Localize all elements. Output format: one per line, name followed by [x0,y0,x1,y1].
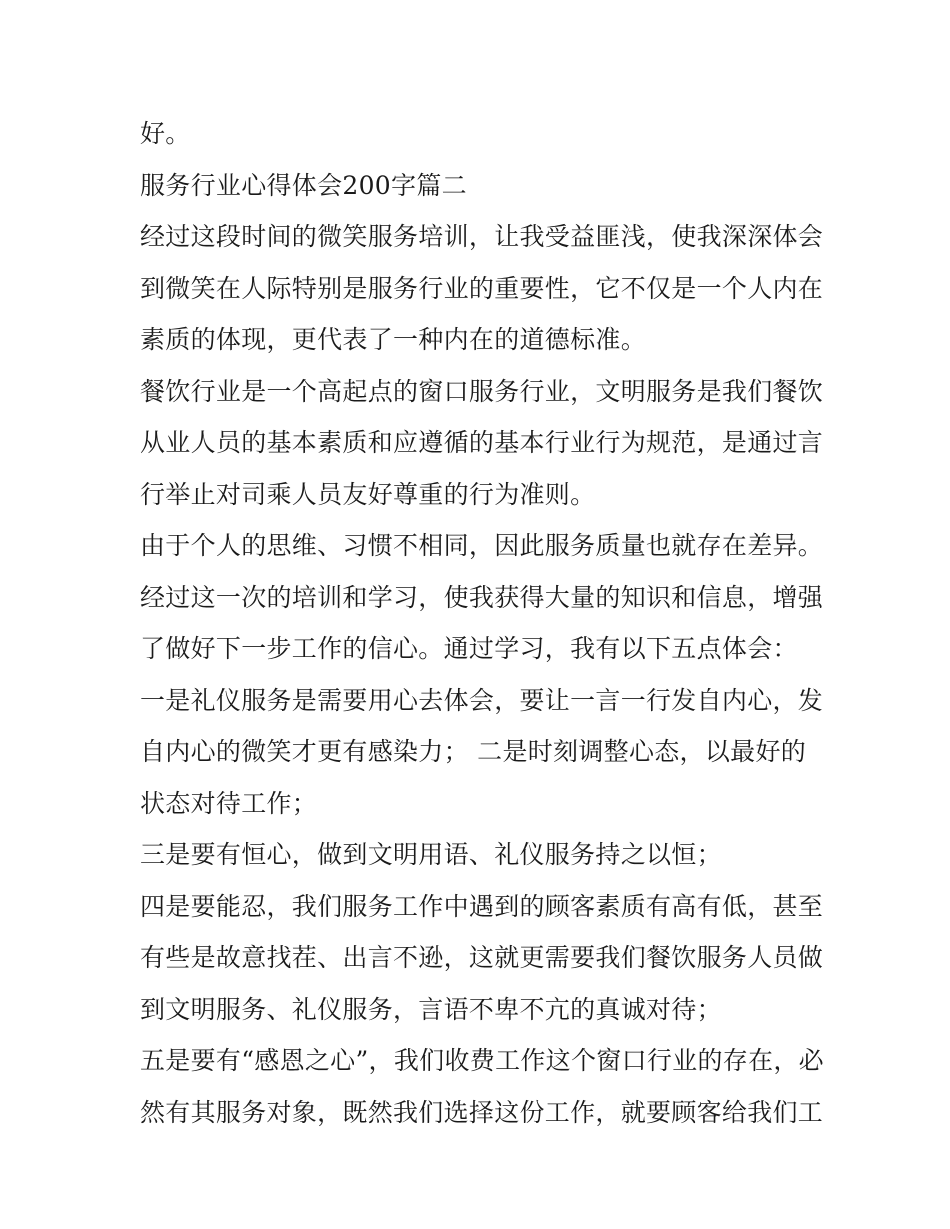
text-line: 五是要有“感恩之心”，我们收费工作这个窗口行业的存在，必 [140,1046,824,1075]
text-line: 从业人员的基本素质和应遵循的基本行业行为规范，是通过言 [140,428,824,457]
text-line: 有些是故意找茬、出言不逊，这就更需要我们餐饮服务人员做 [140,943,824,972]
text-line: 了做好下一步工作的信心。通过学习，我有以下五点体会： [140,634,798,663]
text-line: 到文明服务、礼仪服务，言语不卑不亢的真诚对待； [140,994,722,1024]
text-line: 经过这段时间的微笑服务培训，让我受益匪浅，使我深深体会 [140,222,824,251]
text-line: 三是要有恒心，做到文明用语、礼仪服务持之以恒； [140,840,722,869]
text-line: 餐饮行业是一个高起点的窗口服务行业，文明服务是我们餐饮 [140,376,824,406]
text-line: 行举止对司乘人员友好尊重的行为准则。 [140,479,596,509]
text-line: 经过这一次的培训和学习，使我获得大量的知识和信息，增强 [140,582,824,612]
section-heading: 服务行业心得体会200字篇二 [140,170,467,200]
text-line: 自内心的微笑才更有感染力； 二是时刻调整心态，以最好的 [140,737,807,766]
text-line: 到微笑在人际特别是服务行业的重要性，它不仅是一个人内在 [140,273,824,303]
text-line: 一是礼仪服务是需要用心去体会，要让一言一行发自内心，发 [140,685,824,715]
text-line: 好。 [140,119,191,148]
text-line: 然有其服务对象，既然我们选择这份工作，就要顾客给我们工 [140,1097,824,1127]
text-line: 素质的体现，更代表了一种内在的道德标准。 [140,325,647,354]
text-line: 四是要能忍，我们服务工作中遇到的顾客素质有高有低，甚至 [140,891,824,921]
text-line: 状态对待工作； [140,788,318,818]
document-body [140,108,824,1138]
text-line: 由于个人的思维、习惯不相同，因此服务质量也就存在差异。 [140,531,824,560]
